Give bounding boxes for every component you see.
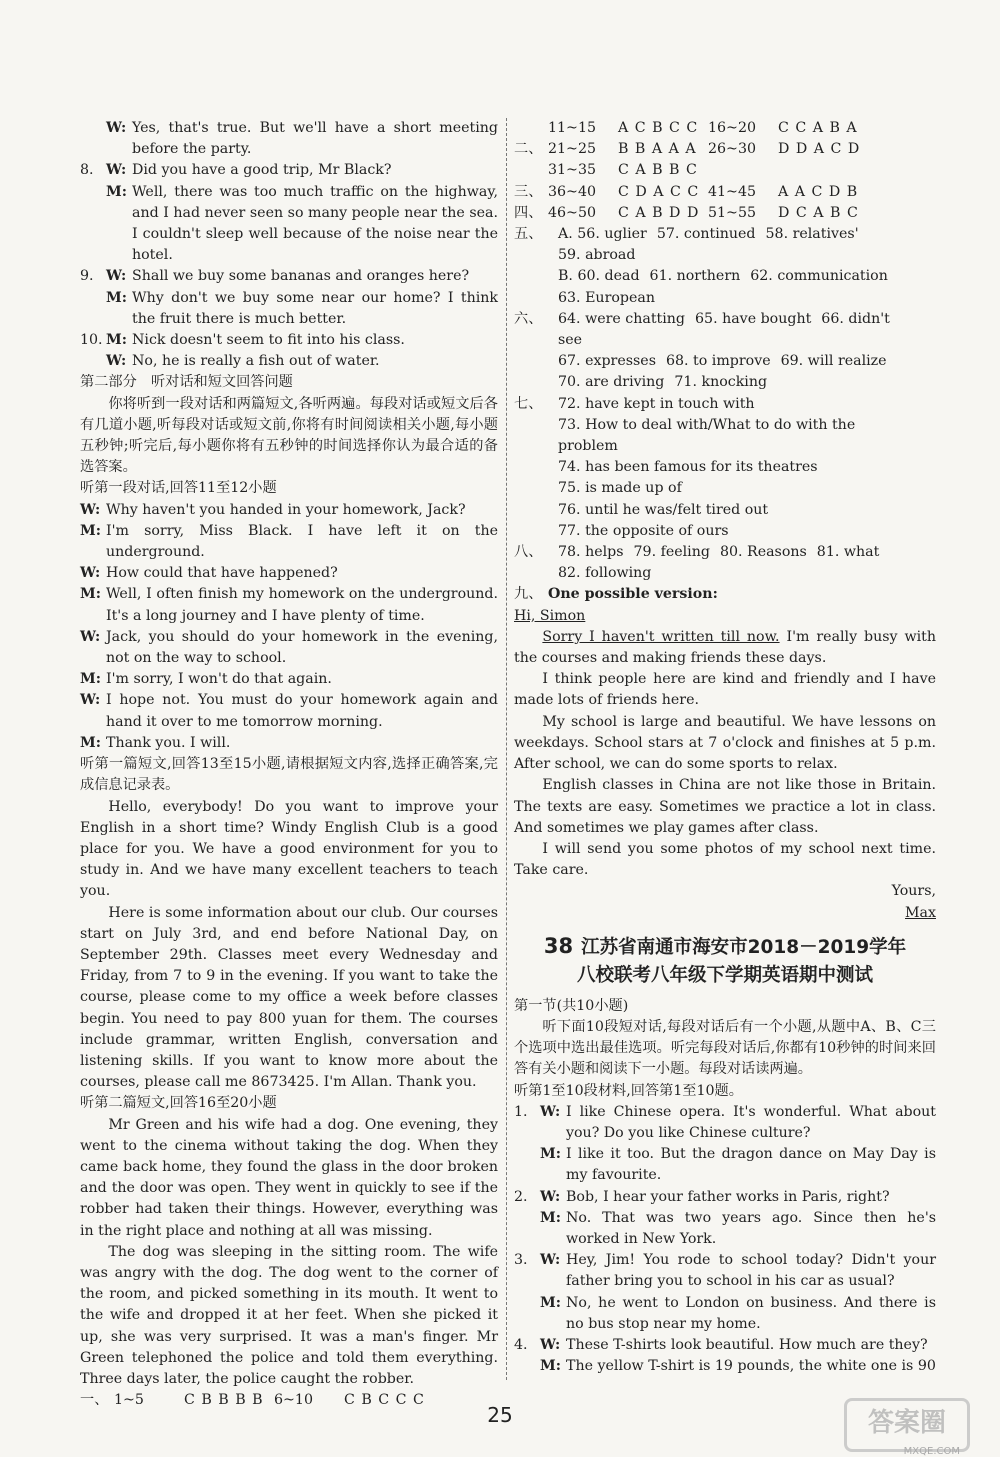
section5-b2 — [514, 288, 936, 309]
line-text: Why haven't you handed in your homework, Jack? — [106, 501, 466, 518]
dialog-item-line — [106, 160, 498, 181]
answer-item: 80. Reasons — [719, 544, 807, 561]
dialog-item-number: 4. — [514, 1336, 528, 1353]
answer-sequence: C C A B A — [778, 120, 858, 136]
dialog-item-line — [540, 1250, 936, 1292]
speaker-label: M: — [80, 586, 101, 603]
answer-item: 69. will realize — [780, 353, 887, 370]
answer-section-label — [514, 478, 548, 499]
dialog-item-number: 1. — [514, 1103, 528, 1120]
answer-sequence: A A C D B — [778, 183, 859, 200]
answer-item: B. 60. dead — [558, 268, 640, 285]
section7-row-items — [558, 500, 926, 521]
letter-name: Max — [905, 904, 936, 921]
answer-sequence: B B A A A — [618, 141, 697, 158]
section7-row — [514, 500, 936, 521]
section6-row-items — [558, 309, 926, 351]
dialog-item — [514, 1187, 936, 1251]
answer-range: 46~50 — [548, 204, 596, 221]
section1-subheading: 听第1至10段材料,回答第1至10题。 — [514, 1082, 743, 1099]
speaker-label: M: — [80, 671, 101, 688]
letter-paragraph: I will send you some photos of my school next time. Take care. — [514, 840, 936, 879]
speaker-label: W: — [540, 1103, 561, 1120]
answer-row — [514, 203, 936, 224]
answer-section-label — [514, 245, 548, 266]
section7-row — [514, 478, 936, 499]
dialog-item-body — [106, 330, 498, 372]
section1-instructions: 听下面10段短对话,每段对话后有一个小题,从题中A、B、C三个选项中选出最佳选项。听完每段对话后,你都有10秒钟的时间来回答有关小题和阅读下一小题。每段对话读两遍。 — [514, 1018, 936, 1078]
dialog-item-number: 8. — [80, 162, 94, 179]
dialog-item-number: 10. — [80, 332, 103, 349]
section7-row-items — [558, 415, 926, 457]
section6-row — [514, 372, 936, 393]
answer-range: 41~45 — [708, 183, 756, 200]
section8-row2-items — [558, 563, 926, 584]
section6-row-items — [558, 372, 926, 393]
line-text: Thank you. I will. — [106, 734, 231, 751]
line-text: These T-shirts look beautiful. How much are they? — [566, 1336, 928, 1353]
answer-item: 62. communication — [750, 268, 888, 285]
dialog-item-line — [106, 266, 498, 287]
page-number: 25 — [487, 1403, 513, 1427]
section5-b2-items — [558, 288, 926, 309]
part2-title: 第二部分 听对话和短文回答问题 — [80, 374, 293, 391]
passage1-heading: 听第一篇短文,回答13至15小题,请根据短文内容,选择正确答案,完成信息记录表。 — [80, 756, 498, 794]
dialog-line — [80, 690, 498, 732]
line-text: The yellow T-shirt is 19 pounds, the white one is 90 — [566, 1358, 936, 1375]
answer-sequence — [778, 160, 868, 181]
answer-section-label: 九、 — [514, 586, 543, 603]
answer-range — [708, 160, 778, 181]
section7-row — [514, 521, 936, 542]
section6-row-items — [558, 351, 926, 372]
dialog-item-body — [540, 1250, 936, 1335]
answer-item: 67. expresses — [558, 353, 656, 370]
speaker-label: M: — [540, 1294, 561, 1311]
dialog-item-line — [106, 351, 498, 372]
dialog-line — [80, 669, 498, 690]
dialog-line — [80, 733, 498, 754]
dialog-item-line — [106, 182, 498, 267]
watermark-logo: 答案圈 — [844, 1398, 970, 1452]
dialog-line — [80, 521, 498, 563]
line-text: I hope not. You must do your homework again and hand it over to me tomorrow morning. — [106, 692, 498, 730]
section5-a-items — [558, 224, 926, 245]
passage2-paragraph: Mr Green and his wife had a dog. One evening, they went to the cinema without taking the dog. When they came back home, they found the glass in the door broken and the door was open. They went in quickly to see if the robber had taken their things. However, everything was in the right place and nothing at all was missing. — [80, 1116, 498, 1239]
section7-row — [514, 394, 936, 415]
line-text: No, he is really a fish out of water. — [132, 353, 380, 370]
answer-item: 59. abroad — [558, 247, 636, 264]
dialog-item-body — [540, 1102, 936, 1187]
section5-b-items — [558, 266, 926, 287]
answer-item: 64. were chatting — [558, 310, 686, 327]
answer-range: 31~35 — [548, 162, 596, 179]
speaker-label: W: — [106, 353, 127, 370]
speaker-label: M: — [80, 734, 101, 751]
letter-paragraph — [514, 627, 936, 669]
dialog-item-line — [540, 1356, 936, 1377]
speaker-label: M: — [540, 1146, 561, 1163]
dialog1-heading: 听第一段对话,回答11至12小题 — [80, 480, 277, 497]
section8-row-items — [558, 542, 926, 563]
answer-section-label — [514, 521, 548, 542]
line-text: I'm sorry, Miss Black. I have left it on the underground. — [106, 522, 498, 561]
section7-row-items — [558, 478, 926, 499]
letter-greeting-text: Hi, Simon — [514, 607, 586, 624]
test-title — [514, 932, 936, 990]
section5-a — [514, 224, 936, 245]
section5-a2 — [514, 245, 936, 266]
answer-range: 36~40 — [548, 183, 596, 200]
dialog-item-body — [540, 1187, 936, 1251]
answer-section-label — [514, 500, 548, 521]
speaker-label: W: — [540, 1252, 561, 1269]
answer-range: 6~10 — [274, 1392, 313, 1409]
letter-first-sentence: Sorry I haven't written till now. — [542, 628, 780, 645]
answer-item: 57. continued — [656, 226, 756, 243]
answer-row — [514, 182, 936, 203]
dialog-item-line — [540, 1187, 936, 1208]
answer-item: 75. is made up of — [558, 480, 682, 497]
line-text: Hey, Jim! You rode to school today? Didn't your father bring you to school in his car as usual? — [566, 1252, 936, 1290]
dialog-item-line — [540, 1293, 936, 1335]
dialog-item-line — [106, 330, 498, 351]
dialog-line — [80, 500, 498, 521]
left-column — [80, 118, 498, 1411]
speaker-label: M: — [106, 289, 127, 306]
answer-section-label: 五、 — [514, 226, 543, 243]
answer-range: 26~30 — [708, 141, 756, 158]
answer-item: 72. have kept in touch with — [558, 395, 755, 412]
test-title-line2: 八校联考八年级下学期英语期中测试 — [576, 964, 873, 986]
right-column — [514, 118, 936, 1377]
answer-item: 79. feeling — [633, 544, 710, 561]
section7-row — [514, 457, 936, 478]
dialog-item — [514, 1102, 936, 1187]
passage2-heading: 听第二篇短文,回答16至20小题 — [80, 1095, 277, 1112]
dialog-item-line — [540, 1144, 936, 1186]
line-text: No. That was two years ago. Since then he's worked in New York. — [566, 1209, 936, 1247]
speaker-label: W: — [80, 501, 101, 518]
speaker-label: W: — [80, 692, 101, 709]
speaker-label: W: — [540, 1188, 561, 1205]
line-text: No, he went to London on business. And there is no bus stop near my home. — [566, 1294, 936, 1332]
line-text: Well, I often finish my homework on the underground. It's a long journey and I have plenty of time. — [106, 586, 498, 624]
answer-section-label: 三、 — [514, 183, 543, 200]
line-text: Did you have a good trip, Mr Black? — [132, 162, 392, 179]
passage1-paragraph: Hello, everybody! Do you want to improve your English in a short time? Windy English Club is a good place for you. We have a good environment for you to study in. And we have many excellent teachers to teach you. — [80, 798, 498, 900]
answer-row — [514, 160, 936, 181]
answer-row — [514, 139, 936, 160]
speaker-label: W: — [540, 1336, 561, 1353]
passage2-paragraph: The dog was sleeping in the sitting room. The wife was angry with the dog. The dog went to the corner of the room, and picked something in its mouth. It went to the wife and dropped it at her feet. When she picked it up, she was very surprised. It was a man's finger. Mr Green telephoned the police and told them everything. Three days later, the police caught the robber. — [80, 1243, 498, 1387]
speaker-label: M: — [106, 332, 127, 349]
speaker-label: W: — [106, 162, 127, 179]
letter-paragraph: English classes in China are not like those in Britain. The texts are easy. Sometimes we practice a lot in class. And sometimes we play games after class. — [514, 777, 936, 836]
answer-sequence: C D A C C — [618, 183, 700, 200]
answer-sequence: D D A C D — [778, 141, 861, 158]
line-text: Yes, that's true. But we'll have a short meeting before the party. — [132, 120, 498, 158]
answer-item: 61. northern — [649, 268, 741, 285]
speaker-label: M: — [80, 522, 101, 539]
answer-range: 21~25 — [548, 141, 596, 158]
answer-item: 58. relatives' — [765, 226, 859, 243]
dialog-item-body — [106, 118, 498, 160]
dialog-item-body — [106, 266, 498, 330]
section5-a2-items — [558, 245, 926, 266]
answer-sequence: C A B D D — [618, 204, 700, 221]
answer-item: 68. to improve — [665, 353, 771, 370]
dialog-item-number: 9. — [80, 268, 94, 285]
dialog-item-number: 3. — [514, 1252, 528, 1269]
answer-item: 65. have bought — [695, 310, 812, 327]
line-text: Bob, I hear your father works in Paris, right? — [566, 1188, 890, 1205]
line-text: Jack, you should do your homework in the evening, not on the way to school. — [106, 628, 498, 667]
answer-section-label: 二、 — [514, 141, 543, 158]
section6-row — [514, 309, 936, 351]
answer-section-label — [514, 563, 548, 584]
answer-range: 51~55 — [708, 204, 756, 221]
watermark-url: MXQE.COM — [903, 1446, 960, 1457]
answer-section-label: 六、 — [514, 310, 543, 327]
letter-first-rest: I'm really busy with the courses and making friends these days. — [514, 628, 936, 667]
answer-item: A. 56. uglier — [558, 226, 647, 243]
answer-section-label — [514, 266, 548, 287]
answer-section-label: 四、 — [514, 204, 543, 221]
line-text: Well, there was too much traffic on the highway, and I had never seen so many people near the sea. I couldn't sleep well because of the noise near the hotel. — [132, 183, 498, 264]
dialog-item-line — [540, 1208, 936, 1250]
test-title-text1: 江苏省南通市海安市2018－2019学年 — [581, 936, 907, 958]
dialog-item-number: 2. — [514, 1188, 528, 1205]
answer-sequence: C B C C C — [344, 1392, 425, 1409]
answer-range: 16~20 — [708, 120, 756, 136]
speaker-label: M: — [540, 1358, 561, 1375]
answer-item: 82. following — [558, 565, 652, 582]
dialog-line — [80, 563, 498, 584]
section7-row-items — [558, 521, 926, 542]
line-text: I like Chinese opera. It's wonderful. What about you? Do you like Chinese culture? — [566, 1103, 936, 1141]
section1-heading: 第一节(共10小题) — [514, 997, 629, 1014]
letter-paragraph: I think people here are kind and friendly and I have made lots of friends here. — [514, 671, 936, 709]
dialog-item — [514, 1250, 936, 1335]
answer-range: 1~5 — [114, 1392, 144, 1409]
dialog-item-body — [106, 160, 498, 266]
speaker-label: M: — [106, 183, 127, 200]
dialog-item — [80, 266, 498, 330]
answer-item: 81. what — [816, 544, 880, 561]
line-text: How could that have happened? — [106, 565, 338, 582]
line-text: I like it too. But the dragon dance on May Day is my favourite. — [566, 1146, 936, 1184]
speaker-label: W: — [80, 628, 101, 645]
section6-row — [514, 351, 936, 372]
dialog-item — [514, 1335, 936, 1377]
section7-row — [514, 415, 936, 457]
passage1-paragraph: Here is some information about our club. Our courses start on July 3rd, and end before National Day, on September 29th. Classes meet every Wednesday and Friday, from 7 to 9 in the evening. If you want to take the course, please come to my office a week before classes begin. You need to pay 800 yuan for them. The courses include grammar, written English, conversation and listening skills. If you want to know more about the courses, please call me 8673425. I'm Allan. Thank you. — [80, 904, 498, 1091]
section9-head — [514, 584, 936, 605]
line-text: Why don't we buy some near our home? I think the fruit there is much better. — [132, 289, 498, 327]
dialog-item-line — [106, 288, 498, 330]
answer-item: 76. until he was/felt tired out — [558, 501, 769, 518]
dialog-line — [80, 584, 498, 626]
answer-sequence: C B B B B — [184, 1392, 264, 1409]
dialog-item-body — [540, 1335, 936, 1377]
speaker-label: W: — [80, 565, 101, 582]
letter-greeting — [514, 606, 936, 627]
answer-item: 73. How to deal with/What to do with the problem — [558, 416, 856, 455]
dialog-item-line — [540, 1102, 936, 1144]
dialog-item-line — [106, 118, 498, 160]
answer-range: 11~15 — [548, 120, 596, 136]
answer-section-label: 七、 — [514, 395, 543, 412]
answer-sequence: D C A B C — [778, 204, 859, 221]
answer-section-label — [514, 118, 548, 139]
dialog-line — [80, 627, 498, 669]
answer-section-label: 八、 — [514, 544, 543, 561]
line-text: Nick doesn't seem to fit into his class. — [132, 332, 405, 349]
speaker-label: W: — [106, 120, 127, 136]
answer-sequence: C A B B C — [618, 162, 698, 179]
column-divider — [506, 118, 507, 1380]
dialog-item — [80, 330, 498, 372]
line-text: I'm sorry, I won't do that again. — [106, 671, 332, 688]
answer-row — [514, 118, 936, 139]
answer-sequence: A C B C C — [618, 120, 699, 136]
answer-item: 71. knocking — [674, 374, 768, 391]
dialog-item — [80, 118, 498, 160]
answer-section-label — [514, 160, 548, 181]
test-number: 38 — [543, 933, 574, 958]
answer-item: 70. are driving — [558, 374, 665, 391]
answer-item: 66. didn't see — [558, 310, 890, 349]
answer-section-label — [514, 351, 548, 372]
answer-item: 78. helps — [558, 544, 624, 561]
answer-item: 77. the opposite of ours — [558, 522, 729, 539]
answer-section-label — [514, 415, 548, 457]
test-title-line1 — [514, 932, 936, 962]
answer-item: 74. has been famous for its theatres — [558, 459, 818, 476]
section7-row-items — [558, 457, 926, 478]
dialog-item-line — [540, 1335, 936, 1356]
section7-row-items — [558, 394, 926, 415]
answer-section-label — [514, 372, 548, 393]
part2-instructions: 你将听到一段对话和两篇短文,各听两遍。每段对话或短文后各有几道小题,听每段对话或短文前,你将有时间阅读相关小题,每小题五秒钟;听完后,每小题你将有五秒钟的时间选择你认为最合适的备选答案。 — [80, 395, 498, 476]
section9-title: One possible version: — [548, 586, 718, 603]
answer-section-label — [514, 457, 548, 478]
letter-signature — [514, 903, 936, 924]
answer-section-label — [514, 288, 548, 309]
speaker-label: W: — [106, 268, 127, 285]
section8-row2 — [514, 563, 936, 584]
answer-item: 63. European — [558, 289, 655, 306]
letter-closing: Yours, — [891, 883, 936, 900]
letter-paragraph: My school is large and beautiful. We have lessons on weekdays. School stars at 7 o'clock and finishes at 5 p.m. After school, we can do some sports to relax. — [514, 713, 936, 773]
line-text: Shall we buy some bananas and oranges here? — [132, 268, 470, 285]
answer-section-label: 一、 — [80, 1392, 109, 1409]
section5-b — [514, 266, 936, 287]
dialog-item — [80, 160, 498, 266]
section8-row — [514, 542, 936, 563]
speaker-label: M: — [540, 1209, 561, 1226]
